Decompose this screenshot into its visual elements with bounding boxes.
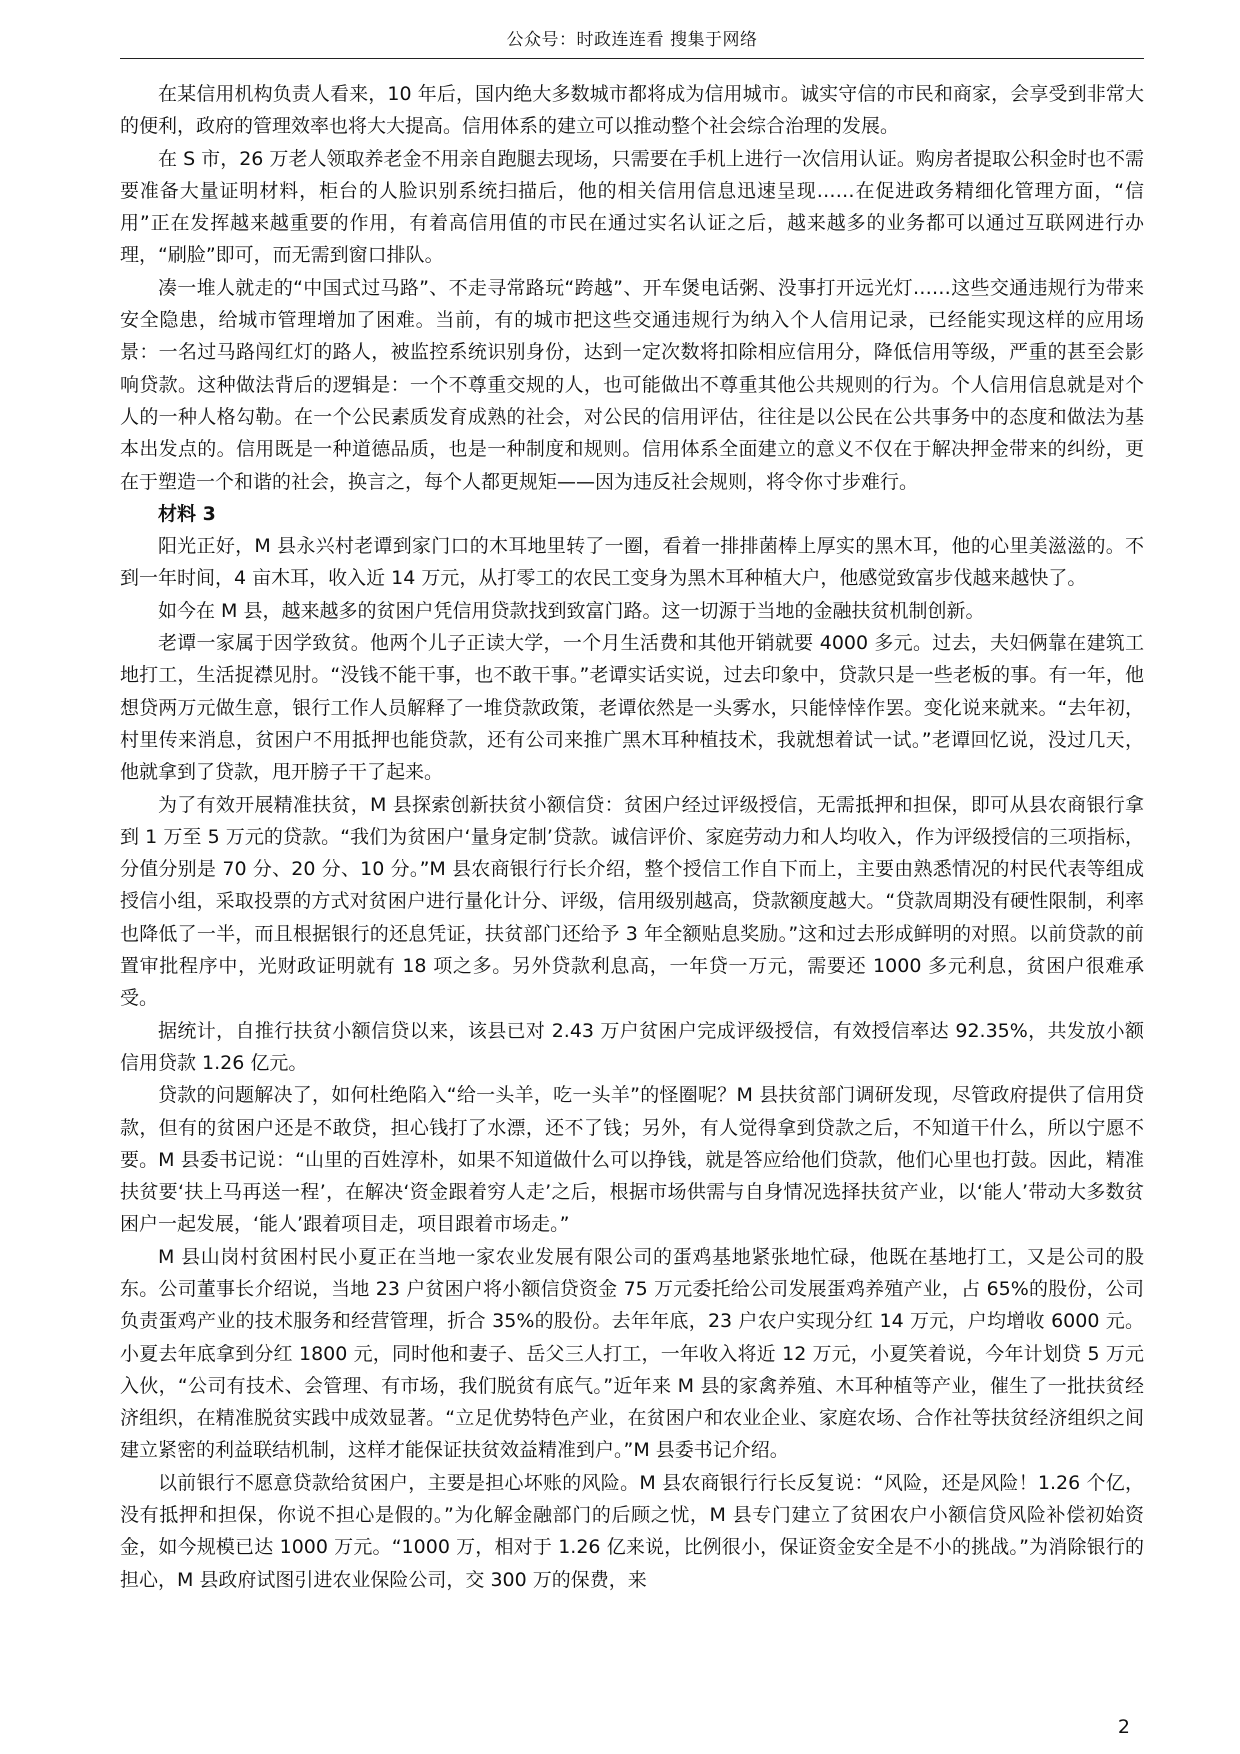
paragraph-m-county-credit: 如今在 M 县，越来越多的贫困户凭信用贷款找到致富门路。这一切源于当地的金融扶贫机制创新。 bbox=[158, 599, 985, 622]
paragraph-poverty-industry: 贷款的问题解决了，如何杜绝陷入“给一头羊，吃一头羊”的怪圈呢？M 县扶贫部门调研发现，尽管政府提供了信用贷款，但有的贫困户还是不敢贷，担心钱打了水漂，还不了钱；另外，有人觉得拿到贷款之后，不知道干什么，所以宁愿不要。M 县委书记说：“山里的百姓淳朴，如果不知道做什么可以挣钱，就是答应给他们贷款，他们心里也打鼓。因此，精准扶贫要‘扶上马再送一程’，在解决‘资金跟着穷人走’之后，根据市场供需与自身情况选择扶贫产业，以‘能人’带动大多数贫困户一起发展，‘能人’跟着项目走，项目跟着市场走。” bbox=[120, 1084, 1144, 1236]
document-body bbox=[120, 78, 1144, 1596]
page-header: 公众号：时政连连看 搜集于网络 bbox=[506, 30, 758, 50]
paragraph-lao-tan-fungus: 阳光正好，M 县永兴村老谭到家门口的木耳地里转了一圈，看着一排排菌棒上厚实的黑木耳，他的心里美滋滋的。不到一年时间，4 亩木耳，收入近 14 万元，从打零工的农民工变身为黑木耳种植大户，他感觉致富步伐越来越快了。 bbox=[120, 535, 1144, 590]
paragraph-microcredit-policy: 为了有效开展精准扶贫，M 县探索创新扶贫小额信贷：贫困户经过评级授信，无需抵押和担保，即可从县农商银行拿到 1 万至 5 万元的贷款。“我们为贫困户‘量身定制’贷款。诚信评价、家庭劳动力和人均收入，作为评级授信的三项指标，分值分别是 70 分、20 分、10 分。”M 县农商银行行长介绍，整个授信工作自下而上，主要由熟悉情况的村民代表等组成授信小组，采取投票的方式对贫困户进行量化计分、评级，信用级别越高，贷款额度越大。“贷款周期没有硬性限制，利率也降低了一半，而且根据银行的还息凭证，扶贫部门还给予 3 年全额贴息奖励。”这和过去形成鲜明的对照。以前贷款的前置审批程序中，光财政证明就有 18 项之多。另外贷款利息高，一年贷一万元，需要还 1000 多元利息，贫困户很难承受。 bbox=[120, 793, 1144, 1010]
section-heading-material-3: 材料 3 bbox=[158, 502, 216, 525]
paragraph-xiao-xia: M 县山岗村贫困村民小夏正在当地一家农业发展有限公司的蛋鸡基地紧张地忙碌，他既在基地打工，又是公司的股东。公司董事长介绍说，当地 23 户贫困户将小额信贷资金 75 万元委托给公司发展蛋鸡养殖产业，占 65%的股份，公司负责蛋鸡产业的技术服务和经营管理，折合 35%的股份。去年年底，23 户农户实现分红 14 万元，户均增收 6000 元。小夏去年底拿到分红 1800 元，同时他和妻子、岳父三人打工，一年收入将近 12 万元，小夏笑着说，今年计划贷 5 万元入伙，“公司有技术、会管理、有市场，我们脱贫有底气。”近年来 M 县的家禽养殖、木耳种植等产业，催生了一批扶贫经济组织，在精准脱贫实践中成效显著。“立足优势特色产业，在贫困户和农业企业、家庭农场、合作社等扶贫经济组织之间建立紧密的利益联结机制，这样才能保证扶贫效益精准到户。”M 县委书记介绍。 bbox=[120, 1245, 1144, 1462]
page-number: 2 bbox=[1117, 1716, 1130, 1738]
paragraph-credit-city: 在某信用机构负责人看来，10 年后，国内绝大多数城市都将成为信用城市。诚实守信的市民和商家，会享受到非常大的便利，政府的管理效率也将大大提高。信用体系的建立可以推动整个社会综合治理的发展。 bbox=[120, 83, 1144, 138]
paragraph-traffic-violations: 凑一堆人就走的“中国式过马路”、不走寻常路玩“跨越”、开车煲电话粥、没事打开远光灯……这些交通违规行为带来安全隐患，给城市管理增加了困难。当前，有的城市把这些交通违规行为纳入个人信用记录，已经能实现这样的应用场景：一名过马路闯红灯的路人，被监控系统识别身份，达到一定次数将扣除相应信用分，降低信用等级，严重的甚至会影响贷款。这种做法背后的逻辑是：一个不尊重交规的人，也可能做出不尊重其他公共规则的行为。个人信用信息就是对个人的一种人格勾勒。在一个公民素质发育成熟的社会，对公民的信用评估，往往是以公民在公共事务中的态度和做法为基本出发点的。信用既是一种道德品质，也是一种制度和规则。信用体系全面建立的意义不仅在于解决押金带来的纠纷，更在于塑造一个和谐的社会，换言之，每个人都更规矩——因为违反社会规则，将令你寸步难行。 bbox=[120, 276, 1144, 493]
paragraph-s-city: 在 S 市，26 万老人领取养老金不用亲自跑腿去现场，只需要在手机上进行一次信用认证。购房者提取公积金时也不需要准备大量证明材料，柜台的人脸识别系统扫描后，他的相关信用信息迅速呈现……在促进政务精细化管理方面，“信用”正在发挥越来越重要的作用，有着高信用值的市民在通过实名认证之后，越来越多的业务都可以通过互联网进行办理，“刷脸”即可，而无需到窗口排队。 bbox=[120, 147, 1144, 267]
paragraph-lao-tan-family: 老谭一家属于因学致贫。他两个儿子正读大学，一个月生活费和其他开销就要 4000 多元。过去，夫妇俩靠在建筑工地打工，生活捉襟见肘。“没钱不能干事，也不敢干事。”老谭实话实说，过去印象中，贷款只是一些老板的事。有一年，他想贷两万元做生意，银行工作人员解释了一堆贷款政策，老谭依然是一头雾水，只能悻悻作罢。变化说来就来。“去年初，村里传来消息，贫困户不用抵押也能贷款，还有公司来推广黑木耳种植技术，我就想着试一试。”老谭回忆说，没过几天，他就拿到了贷款，甩开膀子干了起来。 bbox=[120, 632, 1144, 784]
paragraph-statistics: 据统计，自推行扶贫小额信贷以来，该县已对 2.43 万户贫困户完成评级授信，有效授信率达 92.35%，共发放小额信用贷款 1.26 亿元。 bbox=[120, 1019, 1144, 1074]
paragraph-bank-risk: 以前银行不愿意贷款给贫困户，主要是担心坏账的风险。M 县农商银行行长反复说：“风险，还是风险！1.26 个亿，没有抵押和担保，你说不担心是假的。”为化解金融部门的后顾之忧，M 县专门建立了贫困农户小额信贷风险补偿初始资金，如今规模已达 1000 万元。“1000 万，相对于 1.26 亿来说，比例很小，保证资金安全是不小的挑战。”为消除银行的担心，M 县政府试图引进农业保险公司，交 300 万的保费，来 bbox=[120, 1471, 1144, 1591]
header-divider bbox=[120, 58, 1144, 59]
